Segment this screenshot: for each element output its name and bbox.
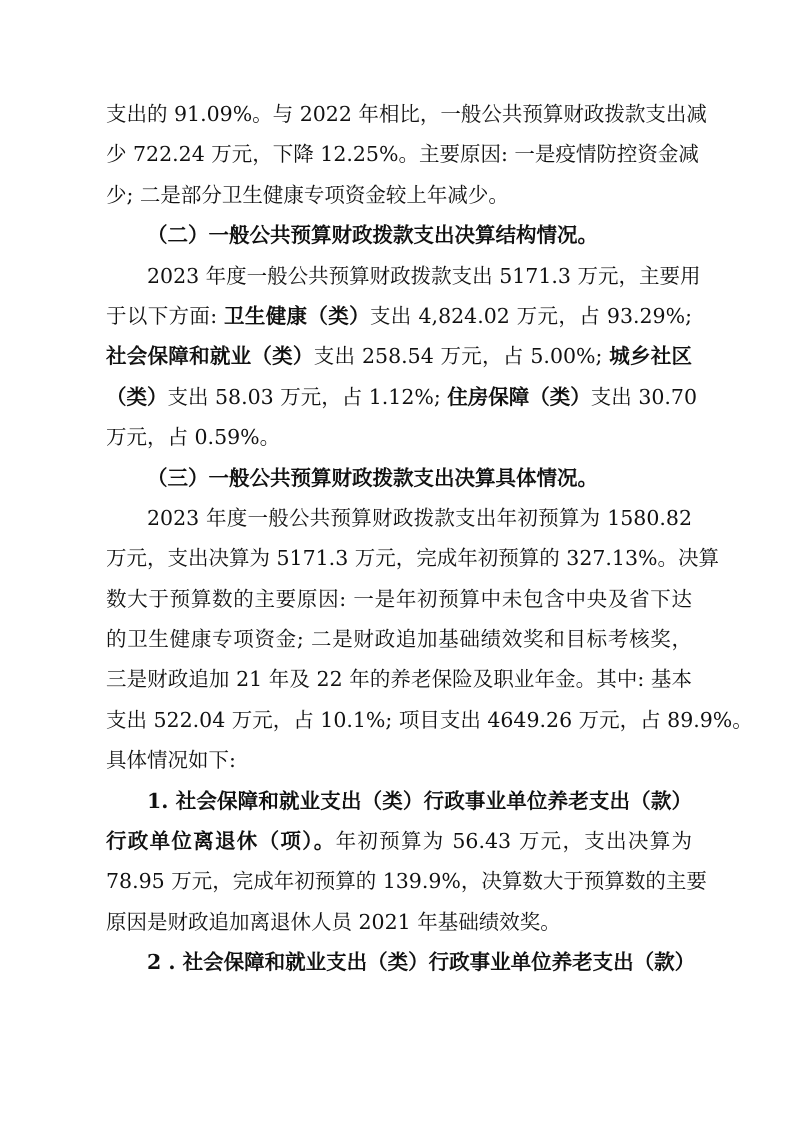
text-run: 数大于预算数的主要原因: 一是年初预算中未包含中央及省下达 <box>106 586 692 611</box>
bold-text: 1. 社会保障和就业支出（类）行政事业单位养老支出（款） <box>147 788 692 813</box>
bold-text: 卫生健康（类） <box>224 303 370 328</box>
text-run: 支出的 91.09%。与 2022 年相比，一般公共预算财政拨款支出减 <box>106 102 707 126</box>
bold-text: 社会保障和就业（类） <box>106 344 314 369</box>
document-page <box>106 94 753 983</box>
bold-text: （三）一般公共预算财政拨款支出决算具体情况。 <box>147 465 598 490</box>
text-line <box>106 781 692 821</box>
bold-text: 行政单位离退休（项）。 <box>106 829 336 854</box>
text-run: 2023 年度一般公共预算财政拨款支出 5171.3 万元，主要用 <box>147 263 701 288</box>
bold-text: （类） <box>106 384 168 409</box>
paragraph <box>106 256 701 458</box>
text-line <box>106 94 707 134</box>
section-heading <box>106 215 692 255</box>
text-run: 万元，占 0.59%。 <box>106 425 281 450</box>
text-line <box>106 619 692 659</box>
text-run: 78.95 万元，完成年初预算的 139.9%，决算数大于预算数的主要 <box>106 869 707 894</box>
text-line <box>106 579 692 619</box>
text-run: 支出 58.03 万元，占 1.12%; <box>167 384 448 409</box>
text-run: 少 722.24 万元，下降 12.25%。主要原因: 一是疫情防控资金减 <box>106 142 699 167</box>
text-line <box>106 700 753 740</box>
text-line <box>106 175 692 215</box>
text-run: 于以下方面: <box>106 303 225 328</box>
text-line <box>106 740 692 780</box>
text-run: 支出 4,824.02 万元，占 93.29%; <box>369 303 692 328</box>
text-line <box>106 821 692 861</box>
text-line <box>106 134 699 174</box>
text-line <box>106 458 692 498</box>
paragraph <box>106 94 707 215</box>
text-line <box>106 861 707 901</box>
text-line <box>106 902 692 942</box>
text-run: 年初预算为 56.43 万元，支出决算为 <box>335 829 692 854</box>
text-run: 的卫生健康专项资金; 二是财政追加基础绩效奖和目标考核奖， <box>106 627 692 652</box>
text-line <box>106 377 698 417</box>
paragraph <box>106 781 707 943</box>
text-run: 少; 二是部分卫生健康专项资金较上年减少。 <box>106 182 509 207</box>
bold-text: 住房保障（类） <box>447 384 591 409</box>
text-line <box>106 942 696 982</box>
text-run: 支出 258.54 万元，占 5.00%; <box>313 344 610 369</box>
paragraph <box>106 498 753 781</box>
section-heading <box>106 458 692 498</box>
text-run: 万元，支出决算为 5171.3 万元，完成年初预算的 327.13%。决算 <box>106 546 719 571</box>
text-run: 支出 30.70 <box>590 384 698 409</box>
bold-text: 2 . 社会保障和就业支出（类）行政事业单位养老支出（款） <box>147 950 696 975</box>
text-run: 原因是财政追加离退休人员 2021 年基础绩效奖。 <box>106 909 561 934</box>
text-run: 三是财政追加 21 年及 22 年的养老保险及职业年金。其中: 基本 <box>106 667 692 692</box>
text-line <box>106 336 692 376</box>
text-run: 具体情况如下: <box>106 748 236 773</box>
text-run: 2023 年度一般公共预算财政拨款支出年初预算为 1580.82 <box>147 505 692 530</box>
text-line <box>106 659 692 699</box>
paragraph <box>106 942 696 982</box>
text-line <box>106 256 701 296</box>
text-line <box>106 215 692 255</box>
text-line <box>106 296 692 336</box>
text-line <box>106 417 692 457</box>
bold-text: （二）一般公共预算财政拨款支出决算结构情况。 <box>147 223 598 248</box>
text-run: 支出 522.04 万元，占 10.1%; 项目支出 4649.26 万元，占 89.9%。 <box>106 707 753 732</box>
bold-text: 城乡社区 <box>609 344 693 369</box>
text-line <box>106 538 719 578</box>
text-line <box>106 498 692 538</box>
